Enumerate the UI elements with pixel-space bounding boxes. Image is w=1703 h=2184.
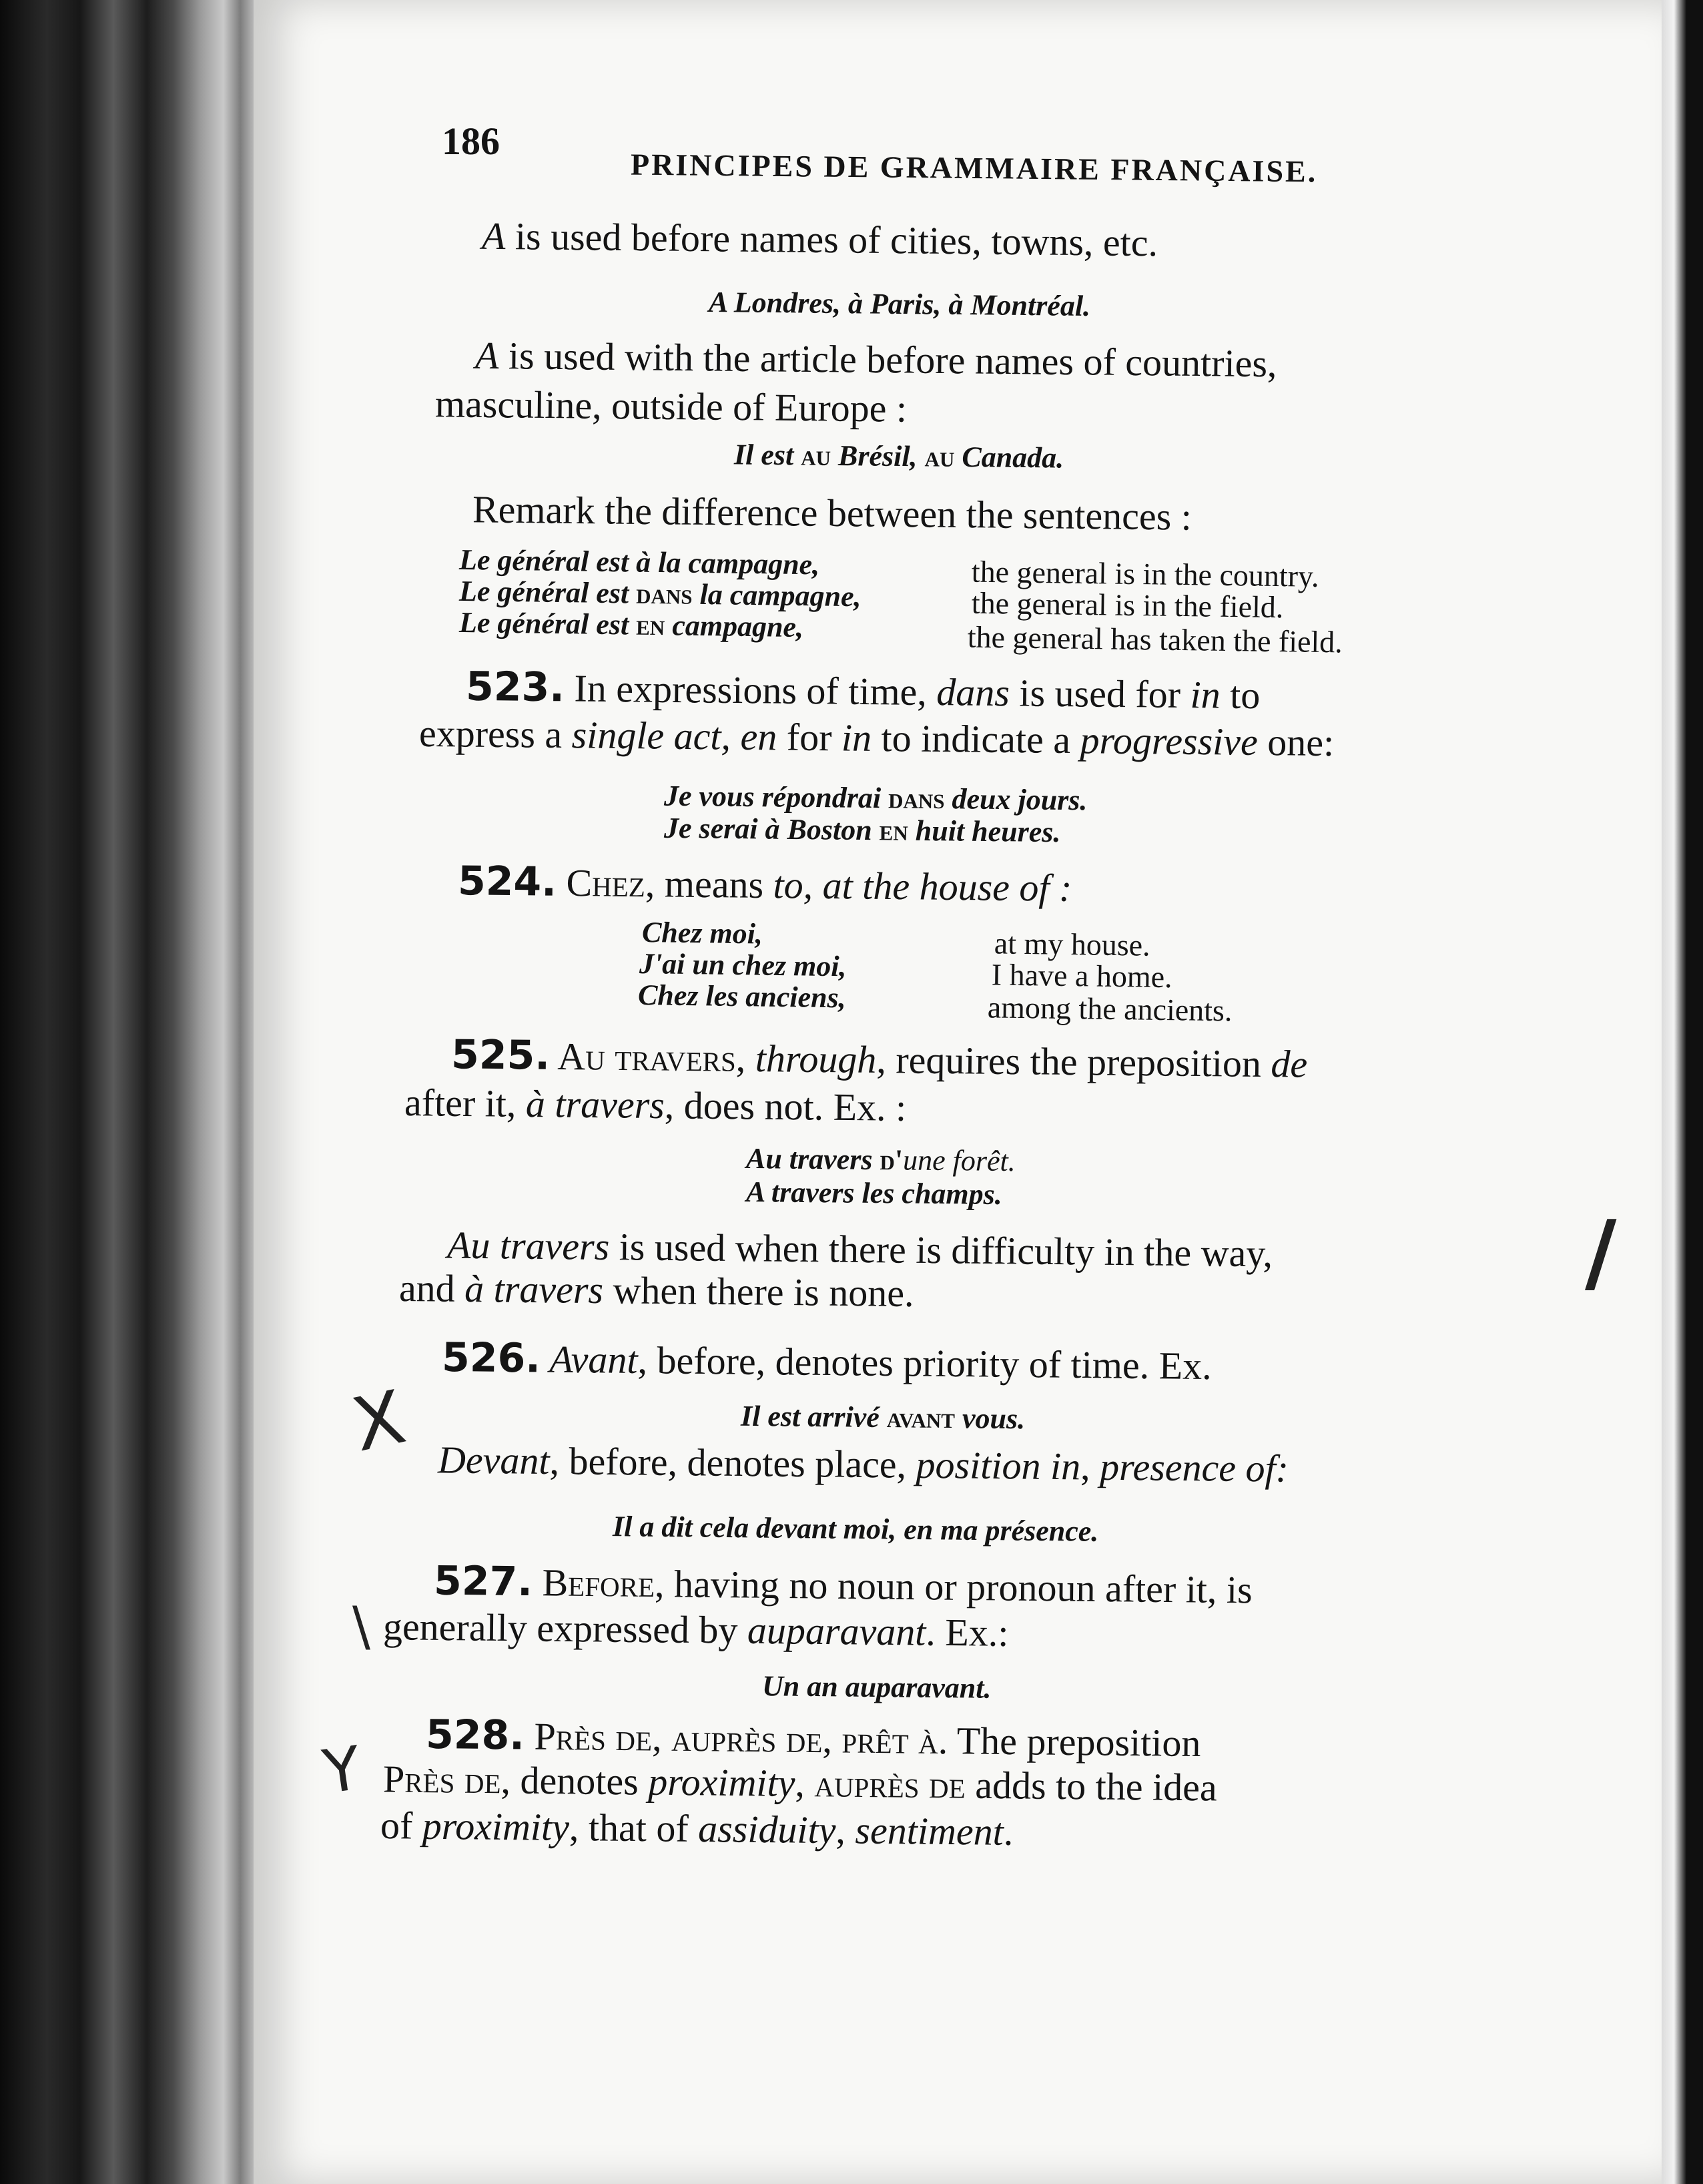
section-525-line1 bbox=[451, 1031, 1308, 1087]
s523-ex2a: Je serai à Boston bbox=[663, 811, 880, 847]
rule-cities bbox=[482, 214, 1158, 266]
remark-fr-1a: Le général est bbox=[458, 543, 637, 579]
s524-a: , means bbox=[645, 862, 773, 907]
s526-devant: Devant bbox=[437, 1438, 550, 1483]
s523-prog: progressive bbox=[1080, 718, 1259, 764]
s528-l3f: sentiment bbox=[855, 1808, 1004, 1854]
book-binding bbox=[0, 0, 287, 2184]
ex-countries-2: Brésil, bbox=[830, 439, 925, 473]
remark-fr-3 bbox=[459, 606, 804, 643]
s523-l2b: for bbox=[777, 715, 842, 760]
s523-ex1b: dans bbox=[888, 782, 945, 816]
s526-pres: presence of: bbox=[1099, 1444, 1289, 1490]
s526-c: , bbox=[1080, 1444, 1100, 1488]
s526-ex1c: vous. bbox=[954, 1402, 1026, 1436]
margin-mark-528: Y bbox=[318, 1733, 366, 1808]
remark-fr-2b: dans bbox=[635, 577, 693, 611]
section-528-line3 bbox=[380, 1803, 1014, 1854]
s524-meaning: to, at the house of : bbox=[773, 863, 1072, 910]
section-524-line bbox=[458, 858, 1072, 911]
s525-ex1a: Au travers bbox=[745, 1141, 880, 1176]
s523-ex1a: Je vous répondrai bbox=[663, 779, 889, 815]
section-526-example-2: Il a dit cela devant moi, en ma présence. bbox=[612, 1510, 1099, 1548]
section-528-line2 bbox=[383, 1756, 1217, 1810]
s528-a: The preposition bbox=[948, 1719, 1201, 1765]
s525-p2c: and bbox=[398, 1266, 465, 1310]
s524-en-3: among the ancients. bbox=[987, 990, 1233, 1028]
s528-l2c: proximity bbox=[647, 1759, 795, 1805]
section-526-number: 526. bbox=[441, 1334, 541, 1382]
s528-head: Près de, auprès de, prêt à. bbox=[524, 1714, 948, 1763]
s523-ex1c: deux jours. bbox=[944, 782, 1088, 817]
ex-countries-3: Canada. bbox=[954, 440, 1064, 475]
s528-l2a: Près de bbox=[382, 1757, 501, 1802]
section-527-line1 bbox=[434, 1558, 1253, 1613]
section-526-line bbox=[442, 1334, 1212, 1389]
s526-b: , before, denotes place, bbox=[549, 1439, 916, 1486]
s528-l2d: , bbox=[795, 1761, 815, 1806]
s527-l2a: generally expressed by bbox=[382, 1605, 748, 1652]
section-525-example-1 bbox=[746, 1141, 1016, 1178]
section-523-example-2 bbox=[664, 811, 1061, 849]
s524-head: Chez bbox=[556, 860, 646, 906]
s523-t1: In expressions of time, bbox=[564, 666, 937, 714]
s524-en-2: I have a home. bbox=[991, 957, 1172, 995]
s525-p2a: Au travers bbox=[446, 1223, 610, 1269]
s525-de: de bbox=[1271, 1042, 1308, 1086]
section-523-line1 bbox=[466, 663, 1261, 718]
s525-p2b: is used when there is difficulty in the way, bbox=[609, 1225, 1273, 1276]
s525-b: , requires the preposition bbox=[876, 1037, 1271, 1086]
s525-l2a: after it, bbox=[404, 1081, 527, 1125]
s527-l2b: auparavant bbox=[747, 1608, 926, 1654]
ex-countries-au2: au bbox=[924, 440, 955, 473]
s523-l2in: in bbox=[841, 716, 872, 760]
rule-cities-text: is used before names of cities, towns, etc. bbox=[505, 214, 1158, 265]
s525-through: through bbox=[755, 1037, 877, 1081]
s524-fr-3: Chez les anciens, bbox=[637, 979, 847, 1015]
s523-l2d: one: bbox=[1257, 720, 1335, 765]
s527-l2c: . Ex.: bbox=[926, 1610, 1009, 1655]
example-countries bbox=[734, 437, 1064, 475]
section-524-number: 524. bbox=[457, 858, 557, 906]
s524-fr-2: J'ai un chez moi, bbox=[639, 947, 847, 983]
rule-countries-text: is used with the article before names of countries, bbox=[498, 334, 1277, 386]
s525-p2d: à travers bbox=[464, 1266, 604, 1312]
s523-t3: to bbox=[1220, 673, 1261, 718]
s526-avant: Avant bbox=[540, 1337, 638, 1382]
s526-pos: position in bbox=[916, 1442, 1081, 1488]
remark-en-2: the general is in the field. bbox=[971, 585, 1284, 625]
s525-a: , bbox=[735, 1036, 756, 1081]
s528-l3c: , that of bbox=[569, 1805, 699, 1851]
s526-ex1b: avant bbox=[886, 1401, 956, 1435]
s525-p2e: when there is none. bbox=[603, 1268, 914, 1316]
page-number: 186 bbox=[442, 119, 500, 163]
margin-mark-526: X bbox=[345, 1374, 412, 1468]
remark-fr-1c: la campagne, bbox=[650, 545, 820, 581]
s525-ex1b: d' bbox=[880, 1143, 904, 1177]
margin-mark-right: / bbox=[1585, 1201, 1617, 1303]
s528-l3e: , bbox=[835, 1808, 856, 1852]
rule-cities-a: A bbox=[481, 214, 506, 258]
s528-l2e: auprès de bbox=[814, 1761, 966, 1807]
section-527-example: Un an auparavant. bbox=[761, 1669, 992, 1705]
section-523-number: 523. bbox=[465, 663, 565, 712]
remark-line: Remark the difference between the sentences : bbox=[472, 487, 1193, 539]
s527-head: Before bbox=[532, 1561, 655, 1606]
s525-head: Au travers bbox=[549, 1034, 737, 1080]
s523-in: in bbox=[1190, 673, 1221, 717]
s528-l3b: proximity bbox=[422, 1804, 570, 1849]
section-527-line2 bbox=[383, 1604, 1009, 1655]
remark-en-3: the general has taken the field. bbox=[967, 619, 1343, 659]
s523-l2c: to indicate a bbox=[871, 716, 1080, 762]
section-526-line2 bbox=[438, 1437, 1289, 1490]
section-525-line2 bbox=[404, 1080, 907, 1130]
remark-fr-2a: Le général est bbox=[458, 574, 637, 610]
s525-ex1c: une forêt. bbox=[902, 1143, 1016, 1178]
s523-l2a: express a bbox=[418, 711, 573, 757]
section-527-number: 527. bbox=[433, 1557, 533, 1606]
s528-l2f: adds to the idea bbox=[965, 1763, 1217, 1810]
rule-countries-line1 bbox=[475, 333, 1277, 386]
s523-ex2c: huit heures. bbox=[908, 814, 1061, 849]
ex-countries-1: Il est bbox=[733, 438, 801, 472]
rule-countries-a: A bbox=[474, 333, 499, 378]
example-cities: A Londres, à Paris, à Montréal. bbox=[708, 286, 1091, 322]
s526-a: , before, denotes priority of time. Ex. bbox=[637, 1338, 1212, 1388]
s527-a: , having no noun or pronoun after it, is bbox=[654, 1562, 1253, 1612]
section-523-line2 bbox=[419, 711, 1335, 765]
s524-fr-1: Chez moi, bbox=[641, 916, 763, 950]
s524-en-1: at my house. bbox=[994, 926, 1150, 963]
section-525-para-line2 bbox=[399, 1266, 914, 1316]
s528-l3a: of bbox=[380, 1804, 423, 1848]
ex-countries-au1: au bbox=[800, 439, 831, 472]
s528-l2b: , denotes bbox=[500, 1758, 649, 1804]
s523-single: single act, en bbox=[571, 713, 777, 759]
running-title: PRINCIPES DE GRAMMAIRE FRANÇAISE. bbox=[630, 147, 1318, 189]
s523-t2: is used for bbox=[1009, 671, 1190, 717]
page-right-edge bbox=[1662, 0, 1703, 2184]
s523-ex2b: en bbox=[879, 814, 909, 847]
remark-fr-1b: à bbox=[635, 545, 651, 579]
s525-l2at: à travers bbox=[525, 1081, 665, 1127]
remark-fr-3a: Le général est bbox=[458, 605, 637, 641]
s528-l3d: assiduity bbox=[697, 1807, 836, 1852]
s523-dans: dans bbox=[936, 670, 1010, 715]
section-525-number: 525. bbox=[450, 1031, 551, 1079]
margin-mark-527: \ bbox=[352, 1595, 370, 1657]
s526-ex1a: Il est arrivé bbox=[740, 1399, 888, 1434]
rule-countries-line2: masculine, outside of Europe : bbox=[434, 382, 908, 431]
remark-fr-3b: en bbox=[635, 608, 665, 642]
section-528-number: 528. bbox=[425, 1711, 525, 1759]
remark-en-1: the general is in the country. bbox=[971, 554, 1319, 593]
s525-l2b: , does not. Ex. : bbox=[664, 1083, 907, 1129]
section-526-example-1 bbox=[741, 1399, 1026, 1436]
s528-l3g: . bbox=[1003, 1810, 1014, 1854]
section-525-example-2: A travers les champs. bbox=[745, 1175, 1003, 1211]
remark-fr-3c: campagne, bbox=[664, 609, 804, 644]
remark-fr-2c: la campagne, bbox=[692, 577, 862, 613]
